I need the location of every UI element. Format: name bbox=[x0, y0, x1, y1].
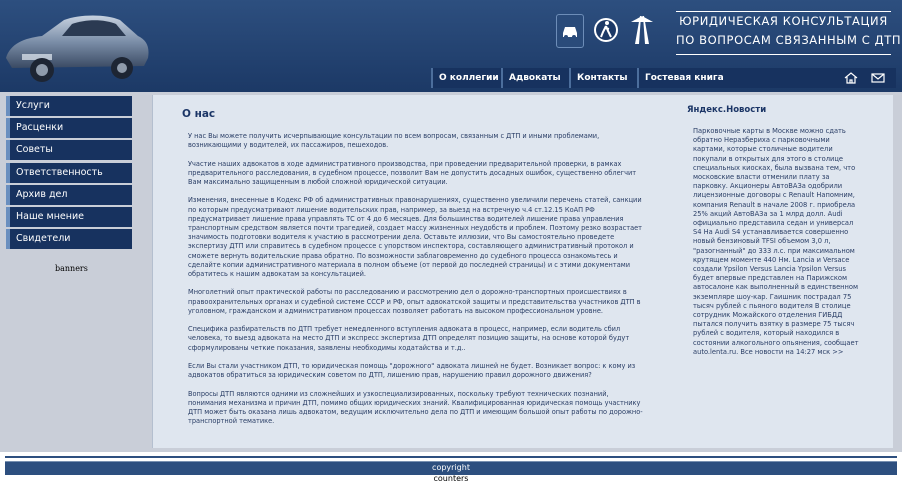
sidebar-item-liability[interactable]: Ответственность bbox=[6, 163, 132, 183]
nav-contacts[interactable]: Контакты bbox=[569, 68, 637, 88]
article-paragraph: Специфика разбирательств по ДТП требует немедленного вступления адвоката в процесс, например, если водитель сбил человека, то выезд адвоката на место ДТП и экспресс экспертиза ДТП определят позицию защиты, на основе которой будут сформулированы четкие показания, заявлены необходимы ходатайства и т.д.. bbox=[188, 325, 630, 352]
home-icon[interactable] bbox=[844, 71, 858, 85]
news-title[interactable]: Яндекс.Новости bbox=[687, 105, 767, 115]
nav-lawyers[interactable]: Адвокаты bbox=[501, 68, 569, 88]
footer-divider bbox=[5, 456, 897, 458]
news-text[interactable]: Парковочные карты в Москве можно сдать обратно Неразбериха с парковочными картами, которые столичные водители покупали в открытых для этого в столице специальных киосках, была вызвана тем, что московские власти отменили плату за парковку. Акционеры АвтоВАЗа одобрили лицензионные договоры с Renault Напомним, компания Renault в начале 2008 г. приобрела 25% акций АвтоВАЗа за 1 млрд долл. Audi официально представила седан и универсал S4 На Audi S4 устанавливается совершенно новый бензиновый TFSI объемом 3,0 л, "разогнанный" до 333 л.с. при максимальном крутящем моменте 440 Нм. Lancia и Versace создали Ypsilon Versus Lancia Ypsilon Versus будет впервые представлен на Парижском автосалоне как выполненный в единственном экземпляре шоу-кар. Гаишник пострадал 75 тысяч рублей с пьяного водителя В столице сотрудник Можайского отделения ГИБДД пытался получить взятку в размере 75 тысяч рублей с водителя, который находился в состоянии алкогольного опьянения, сообщает auto.lenta.ru. Все новости на 14:27 мск >> bbox=[693, 127, 859, 356]
article-paragraph: Многолетний опыт практической работы по расследованию и рассмотрению дел о дорожно-транспортных происшествиях в правоохранительных органах и судебной системе СССР и РФ, опыт адвокатской защиты и представительства участников ДТП в уголовном, гражданском и административном процессах позволяет работать на высоком профессиональном уровне. bbox=[188, 288, 641, 315]
top-navigation bbox=[431, 68, 896, 88]
sidebar-item-advice[interactable]: Советы bbox=[6, 140, 132, 160]
main-content bbox=[152, 95, 893, 448]
nav-about[interactable]: О коллегии bbox=[431, 68, 499, 88]
article-text bbox=[188, 132, 648, 436]
counters-text: counters bbox=[433, 474, 469, 483]
sidebar-item-our-opinion[interactable]: Наше мнение bbox=[6, 207, 132, 227]
car-sign-icon bbox=[556, 14, 584, 48]
article-paragraph: Если Вы стали участником ДТП, то юридическая помощь "дорожного" адвоката лишней не будет. Возникает вопрос: к кому из адвокатов обратиться за юридическим советом по ДТП, лишению прав, нарушению правил дорожного движения? bbox=[188, 362, 636, 380]
copyright-text: copyright bbox=[432, 463, 470, 472]
car-photo bbox=[2, 6, 152, 86]
site-title-line1: ЮРИДИЧЕСКАЯ КОНСУЛЬТАЦИЯ bbox=[679, 14, 888, 28]
site-title-line2: ПО ВОПРОСАМ СВЯЗАННЫМ С ДТП bbox=[676, 33, 902, 47]
mail-icon[interactable] bbox=[871, 71, 885, 85]
article-paragraph: Участие наших адвокатов в ходе административного производства, при проведении предварительной проверки, в рамках предварительного расследования, в судебном процессе, позволит Вам не допустить досадных ошибок, существенно облегчит Вам максимально защищенным в любой сложной юридической ситуации. bbox=[188, 159, 637, 186]
sidebar-item-services[interactable]: Услуги bbox=[6, 96, 132, 116]
news-block bbox=[687, 105, 859, 357]
article-paragraph: У нас Вы можете получить исчерпывающие консультации по всем вопросам, связанным с ДТП и иными проблемами, возникающими у водителей, их пассажиров, пешеходов. bbox=[188, 132, 600, 150]
sidebar-item-prices[interactable]: Расценки bbox=[6, 118, 132, 138]
page-title: О нас bbox=[182, 108, 216, 120]
article-paragraph: Изменения, внесенные в Кодекс РФ об административных правонарушениях, существенно увеличили перечень статей, санкции по которым предусматривают лишение водительских прав, например, за выезд на встречную ч.4 ст.12.15 КоАП РФ предусматривает лишение права управлять ТС от 4 до 6 месяцев. Для большинства водителей лишение права управления транспортным средством является почти трагедией, создает массу жизненных неудобств и проблем. Поэтому резко возрастает значимость подготовки водителя к участию в рассмотрении дела. Оставьте иллюзии, что Вы самостоятельно проведете экспертизу ДТП или справитесь в судебном процессе с упорством инспектора, составляющего административный протокол и сможете вернуть водительские права обратно. По возможности заблаговременно до судебного процесса ознакомьтесь и сделайте копии административного материала в полном объеме (от первой до последней страницы) и с этими документами обратитесь к нашим адвокатам за консультацией. bbox=[188, 196, 643, 279]
site-header bbox=[0, 0, 902, 92]
pedestrian-sign-icon bbox=[593, 14, 619, 46]
site-title bbox=[676, 11, 902, 55]
page-body bbox=[0, 92, 902, 452]
sidebar-item-witnesses[interactable]: Свидетели bbox=[6, 229, 132, 249]
sidebar-item-case-archive[interactable]: Архив дел bbox=[6, 185, 132, 205]
article-paragraph: Вопросы ДТП являются одними из сложнейших и узкоспециализированных, поскольку требуют технических познаний, понимания механизма и причин ДТП, помимо общих юридических знаний. Квалифицированная юридическая помощь участнику ДТП может быть оказана лишь адвокатом, ведущим исключительно дела по ДТП и имеющим большой опыт работы по дорожно-транспортной тематике. bbox=[188, 389, 643, 426]
banners-placeholder: banners bbox=[55, 264, 88, 273]
sidebar-menu bbox=[6, 96, 132, 251]
highway-sign-icon bbox=[629, 14, 655, 46]
nav-guestbook[interactable]: Гостевая книга bbox=[637, 68, 733, 88]
